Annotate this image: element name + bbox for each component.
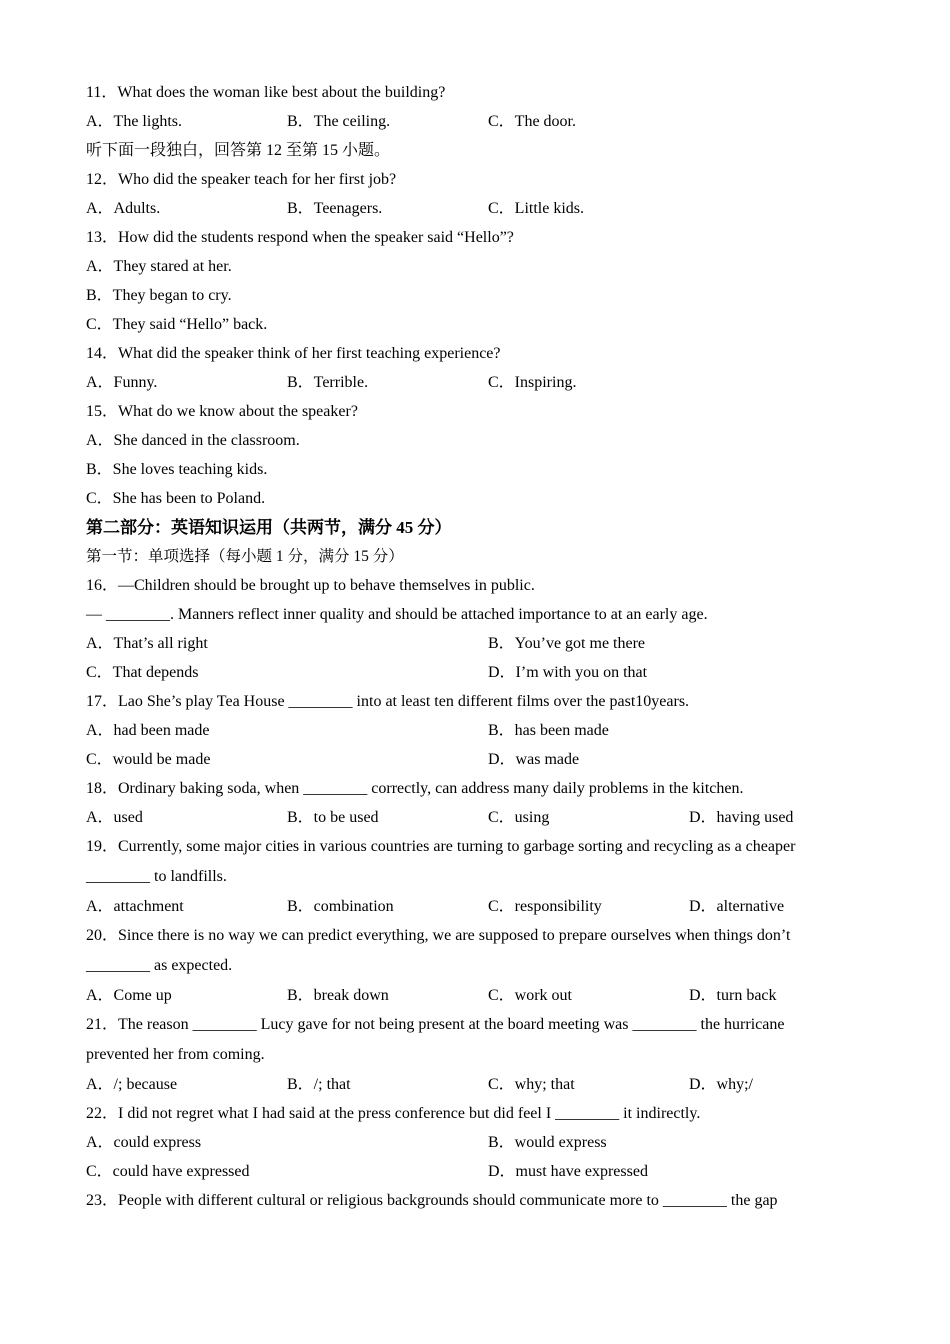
question-text: 23．People with different cultural or religious backgrounds should communicate more to ________ the gap <box>86 1192 778 1209</box>
option-row <box>86 368 846 397</box>
option-row <box>86 1128 846 1157</box>
subsection-heading: 第一节：单项选择（每小题 1 分，满分 15 分） <box>86 548 404 565</box>
option-row <box>86 892 846 921</box>
option-row <box>86 629 846 658</box>
answer-option: B．has been made <box>488 722 609 739</box>
option-row <box>86 1157 846 1186</box>
option-row <box>86 1070 846 1099</box>
option-row <box>86 194 846 223</box>
option-row <box>86 716 846 745</box>
answer-option: A．had been made <box>86 722 210 739</box>
answer-option: A．used <box>86 809 143 826</box>
question-text: 听下面一段独白，回答第 12 至第 15 小题。 <box>86 142 391 159</box>
question-text: B．She loves teaching kids. <box>86 461 268 478</box>
answer-option: A．Come up <box>86 987 172 1004</box>
question-text: 13．How did the students respond when the speaker said “Hello”? <box>86 229 514 246</box>
question-text: B．They began to cry. <box>86 287 232 304</box>
question-text: 22．I did not regret what I had said at the press conference but did feel I ________ it indirectly. <box>86 1105 701 1122</box>
option-row <box>86 658 846 687</box>
answer-option: D．must have expressed <box>488 1163 648 1180</box>
question-text: 19．Currently, some major cities in various countries are turning to garbage sorting and recycling as a cheaper ________ to landfills. <box>86 838 796 885</box>
answer-option: A．attachment <box>86 898 184 915</box>
answer-option: C．would be made <box>86 751 211 768</box>
answer-option: D．alternative <box>689 898 785 915</box>
answer-option: B．Terrible. <box>287 374 369 391</box>
answer-option: C．responsibility <box>488 898 602 915</box>
question-text: 16．—Children should be brought up to behave themselves in public. <box>86 577 535 594</box>
question-text: 17．Lao She’s play Tea House ________ into at least ten different films over the past10years. <box>86 693 690 710</box>
answer-option: A．/; because <box>86 1076 178 1093</box>
question-text: C．She has been to Poland. <box>86 490 266 507</box>
answer-option: C．using <box>488 809 550 826</box>
answer-option: D．turn back <box>689 987 777 1004</box>
answer-option: A．could express <box>86 1134 202 1151</box>
question-text: C．They said “Hello” back. <box>86 316 268 333</box>
answer-option: C．Inspiring. <box>488 374 577 391</box>
answer-option: B．Teenagers. <box>287 200 383 217</box>
answer-option: B．You’ve got me there <box>488 635 646 652</box>
question-text: 15．What do we know about the speaker? <box>86 403 358 420</box>
answer-option: A．Adults. <box>86 200 161 217</box>
question-text: — ________. Manners reflect inner quality and should be attached importance to at an early age. <box>86 606 708 623</box>
answer-option: C．could have expressed <box>86 1163 250 1180</box>
question-text: 18．Ordinary baking soda, when ________ correctly, can address many daily problems in the kitchen. <box>86 780 744 797</box>
answer-option: A．Funny. <box>86 374 158 391</box>
option-row <box>86 803 846 832</box>
answer-option: B．The ceiling. <box>287 113 391 130</box>
option-row <box>86 107 846 136</box>
question-text: A．They stared at her. <box>86 258 232 275</box>
answer-option: D．having used <box>689 809 794 826</box>
answer-option: B．break down <box>287 987 389 1004</box>
answer-option: B．would express <box>488 1134 607 1151</box>
answer-option: B．to be used <box>287 809 379 826</box>
option-row <box>86 981 846 1010</box>
question-text: 21．The reason ________ Lucy gave for not being present at the board meeting was ________ the hurricane prevented her from coming. <box>86 1016 785 1063</box>
answer-option: C．why; that <box>488 1076 575 1093</box>
option-row <box>86 745 846 774</box>
answer-option: A．That’s all right <box>86 635 208 652</box>
section-heading: 第二部分：英语知识运用（共两节，满分 45 分） <box>86 518 452 537</box>
answer-option: C．The door. <box>488 113 576 130</box>
document-page <box>86 78 846 1215</box>
answer-option: A．The lights. <box>86 113 182 130</box>
question-text: 12．Who did the speaker teach for her first job? <box>86 171 397 188</box>
answer-option: D．why;/ <box>689 1076 754 1093</box>
question-text: 11．What does the woman like best about the building? <box>86 84 446 101</box>
answer-option: C．Little kids. <box>488 200 585 217</box>
answer-option: C．That depends <box>86 664 199 681</box>
question-text: 14．What did the speaker think of her first teaching experience? <box>86 345 501 362</box>
question-text: 20．Since there is no way we can predict everything, we are supposed to prepare ourselves when things don’t ________ as expected. <box>86 927 791 974</box>
answer-option: C．work out <box>488 987 573 1004</box>
answer-option: D．was made <box>488 751 580 768</box>
question-text: A．She danced in the classroom. <box>86 432 300 449</box>
answer-option: D．I’m with you on that <box>488 664 648 681</box>
answer-option: B．combination <box>287 898 394 915</box>
answer-option: B．/; that <box>287 1076 351 1093</box>
